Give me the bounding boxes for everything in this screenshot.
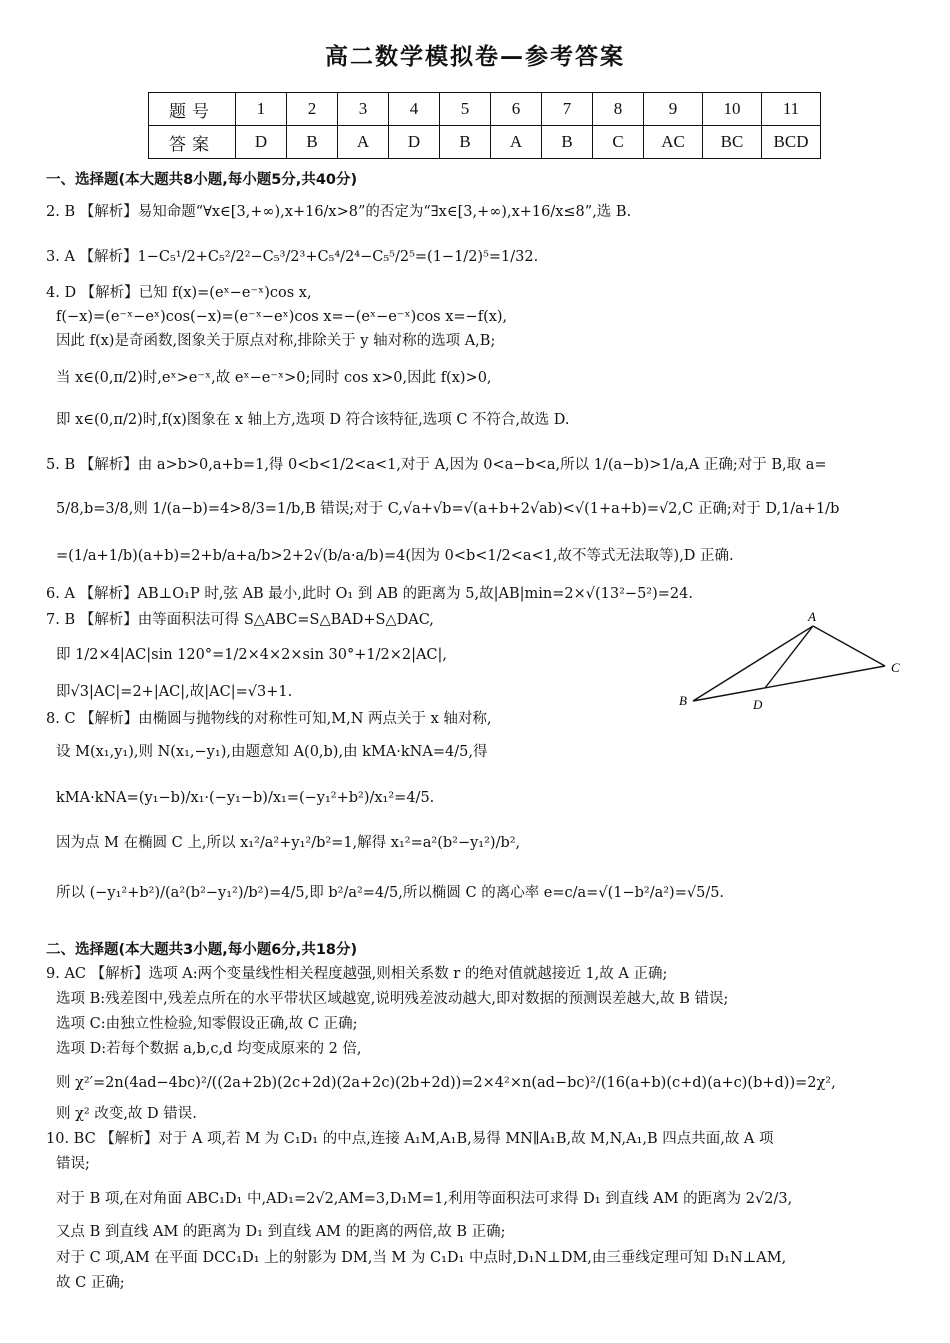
table-cell: 6: [491, 93, 542, 126]
table-header-number: 题号: [149, 93, 236, 126]
segment-ac: [813, 626, 885, 666]
label-b: B: [679, 693, 687, 708]
table-cell: 7: [542, 93, 593, 126]
solution-line: 4. D 【解析】已知 f(x)=(eˣ−e⁻ˣ)cos x,: [46, 285, 312, 301]
table-cell: 1: [236, 93, 287, 126]
solution-line: 即√3|AC|=2+|AC|,故|AC|=√3+1.: [56, 684, 293, 700]
solution-line: 因此 f(x)是奇函数,图象关于原点对称,排除关于 y 轴对称的选项 A,B;: [56, 333, 496, 349]
table-cell: B: [440, 126, 491, 159]
solution-line: 则 χ² 改变,故 D 错误.: [56, 1106, 197, 1122]
table-cell: 4: [389, 93, 440, 126]
solution-line: 6. A 【解析】AB⊥O₁P 时,弦 AB 最小,此时 O₁ 到 AB 的距离为 5,故|AB|min=2×√(13²−5²)=24.: [46, 586, 693, 602]
solution-line: =(1/a+1/b)(a+b)=2+b/a+a/b>2+2√(b/a·a/b)=4(因为 0<b<1/2<a<1,故不等式无法取等),D 正确.: [56, 548, 734, 564]
solution-line: 2. B 【解析】易知命题“∀x∈[3,+∞),x+16/x>8”的否定为“∃x∈[3,+∞),x+16/x≤8”,选 B.: [46, 204, 632, 220]
solution-line: 10. BC 【解析】对于 A 项,若 M 为 C₁D₁ 的中点,连接 A₁M,A₁B,易得 MN∥A₁B,故 M,N,A₁,B 四点共面,故 A 项: [46, 1131, 774, 1147]
table-cell: 9: [644, 93, 703, 126]
solution-line: 即 1/2×4|AC|sin 120°=1/2×4×2×sin 30°+1/2×2|AC|,: [56, 647, 448, 663]
table-cell: A: [491, 126, 542, 159]
solution-line: 所以 (−y₁²+b²)/(a²(b²−y₁²)/b²)=4/5,即 b²/a²=4/5,所以椭圆 C 的离心率 e=c/a=√(1−b²/a²)=√5/5.: [56, 885, 725, 901]
solution-line: 选项 C:由独立性检验,知零假设正确,故 C 正确;: [56, 1016, 358, 1032]
table-cell: BC: [703, 126, 762, 159]
table-cell: D: [236, 126, 287, 159]
label-d: D: [753, 697, 763, 712]
label-c: C: [891, 660, 900, 675]
solution-line: 5/8,b=3/8,则 1/(a−b)=4>8/3=1/b,B 错误;对于 C,√a+√b=√(a+b+2√ab)<√(1+a+b)=√2,C 正确;对于 D,1/a+1/b: [56, 501, 840, 517]
solution-line: 8. C 【解析】由椭圆与抛物线的对称性可知,M,N 两点关于 x 轴对称,: [46, 711, 492, 727]
solution-line: 3. A 【解析】1−C₅¹/2+C₅²/2²−C₅³/2³+C₅⁴/2⁴−C₅⁵/2⁵=(1−1/2)⁵=1/32.: [46, 249, 539, 265]
segment-ad: [765, 626, 813, 688]
solution-line: 则 χ²′=2n(4ad−4bc)²/((2a+2b)(2c+2d)(2a+2c)(2b+2d))=2×4²×n(ad−bc)²/(16(a+b)(c+d)(a+c)(b+d))=2χ²,: [56, 1075, 836, 1091]
table-cell: AC: [644, 126, 703, 159]
answer-table-answer-row: [149, 126, 821, 159]
page-title: 高二数学模拟卷—参考答案: [325, 44, 625, 70]
section-heading-2: 二、选择题(本大题共3小题,每小题6分,共18分): [46, 942, 358, 958]
answer-table: [148, 92, 821, 159]
table-cell: D: [389, 126, 440, 159]
label-a: A: [808, 609, 816, 624]
solution-line: 对于 C 项,AM 在平面 DCC₁D₁ 上的射影为 DM,当 M 为 C₁D₁ 中点时,D₁N⊥DM,由三垂线定理可知 D₁N⊥AM,: [56, 1250, 787, 1266]
table-cell: 2: [287, 93, 338, 126]
table-cell: 10: [703, 93, 762, 126]
table-cell: 5: [440, 93, 491, 126]
solution-line: 因为点 M 在椭圆 C 上,所以 x₁²/a²+y₁²/b²=1,解得 x₁²=a²(b²−y₁²)/b²,: [56, 835, 521, 851]
table-header-answer: 答案: [149, 126, 236, 159]
table-cell: BCD: [762, 126, 821, 159]
solution-line: 当 x∈(0,π/2)时,eˣ>e⁻ˣ,故 eˣ−e⁻ˣ>0;同时 cos x>0,因此 f(x)>0,: [56, 370, 492, 386]
solution-line: 选项 B:残差图中,残差点所在的水平带状区域越宽,说明残差波动越大,即对数据的预测误差越大,故 B 错误;: [56, 991, 729, 1007]
solution-line: 7. B 【解析】由等面积法可得 S△ABC=S△BAD+S△DAC,: [46, 612, 434, 628]
table-cell: C: [593, 126, 644, 159]
solution-line: 故 C 正确;: [56, 1275, 125, 1291]
solution-line: 9. AC 【解析】选项 A:两个变量线性相关程度越强,则相关系数 r 的绝对值就越接近 1,故 A 正确;: [46, 966, 668, 982]
solution-line: 即 x∈(0,π/2)时,f(x)图象在 x 轴上方,选项 D 符合该特征,选项 C 不符合,故选 D.: [56, 412, 570, 428]
table-cell: B: [542, 126, 593, 159]
table-cell: B: [287, 126, 338, 159]
table-cell: A: [338, 126, 389, 159]
solution-line: 设 M(x₁,y₁),则 N(x₁,−y₁),由题意知 A(0,b),由 kMA·kNA=4/5,得: [56, 744, 488, 760]
answer-table-number-row: [149, 93, 821, 126]
table-cell: 11: [762, 93, 821, 126]
table-cell: 3: [338, 93, 389, 126]
section-heading-1: 一、选择题(本大题共8小题,每小题5分,共40分): [46, 172, 358, 188]
table-cell: 8: [593, 93, 644, 126]
solution-line: kMA·kNA=(y₁−b)/x₁·(−y₁−b)/x₁=(−y₁²+b²)/x₁²=4/5.: [56, 790, 435, 806]
solution-line: 错误;: [56, 1156, 90, 1172]
solution-line: 又点 B 到直线 AM 的距离为 D₁ 到直线 AM 的距离的两倍,故 B 正确;: [56, 1224, 506, 1240]
solution-line: 对于 B 项,在对角面 ABC₁D₁ 中,AD₁=2√2,AM=3,D₁M=1,利用等面积法可求得 D₁ 到直线 AM 的距离为 2√2/3,: [56, 1191, 793, 1207]
solution-line: 5. B 【解析】由 a>b>0,a+b=1,得 0<b<1/2<a<1,对于 A,因为 0<a−b<a,所以 1/(a−b)>1/a,A 正确;对于 B,取 a=: [46, 457, 827, 473]
solution-line: f(−x)=(e⁻ˣ−eˣ)cos(−x)=(e⁻ˣ−eˣ)cos x=−(eˣ−e⁻ˣ)cos x=−f(x),: [56, 309, 508, 325]
triangle-figure: [675, 606, 915, 716]
solution-line: 选项 D:若每个数据 a,b,c,d 均变成原来的 2 倍,: [56, 1041, 362, 1057]
